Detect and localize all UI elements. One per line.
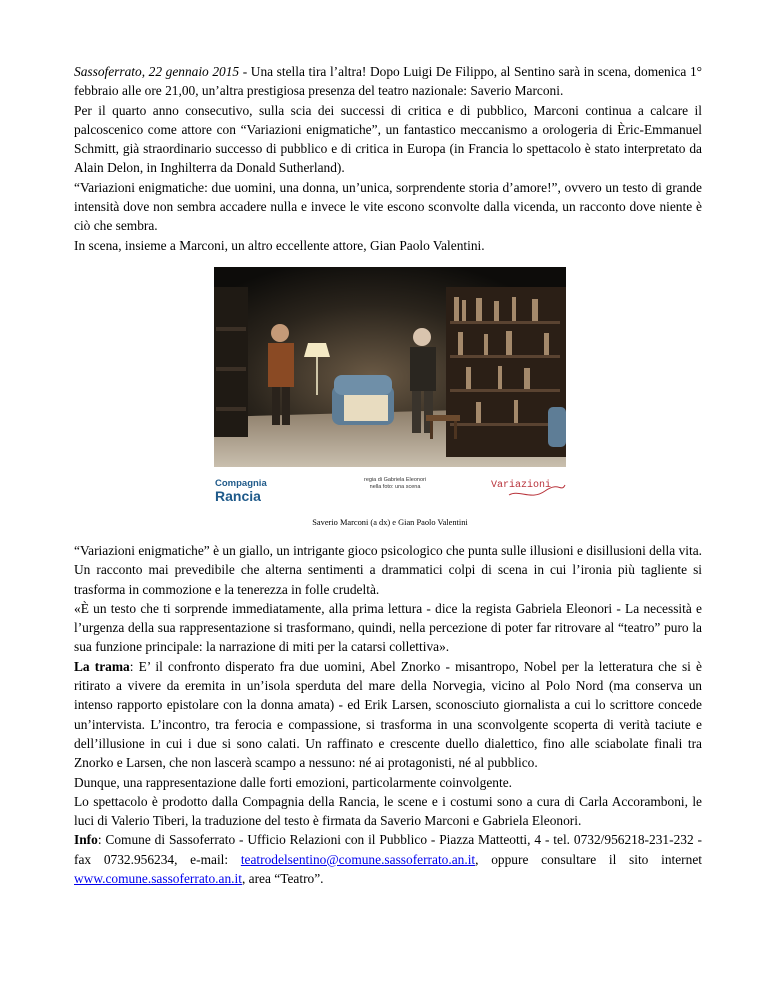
info-text: : Comune di Sassoferrato - Ufficio Relazioni con il Pubblico - Piazza Matteotti, 4 - tel. 0732/956218-231-232 - fax 0732.956234, e-mail: bbox=[74, 832, 702, 867]
paragraph-consecutive-year: Per il quarto anno consecutivo, sulla scia dei successi di critica e di pubblico, Marconi continua a calcare il palcoscenico come attore con “Variazioni enigmatiche”, un fantastico meccanismo a orologeria di Èric-Emmanuel Schmitt, già straordinario successo di pubblico e di critica in Europa (in Francia lo spettacolo è stato interpretato da Alain Delon, in Inghilterra da Donald Sutherland). bbox=[74, 102, 702, 176]
info-label: Info bbox=[74, 832, 98, 848]
svg-text:Compagnia: Compagnia bbox=[215, 477, 267, 489]
info-text-3: , area “Teatro”. bbox=[241, 871, 324, 887]
compagnia-rancia-logo bbox=[214, 475, 284, 503]
figure bbox=[214, 267, 566, 529]
trama-text: : E’ il confronto disperato fra due uomini, Abel Znorko - misantropo, Nobel per la letteratura che si è ritirato a vivere da eremita in un’isola sperduta del mare della Norvegia, vicino al Polo Nord (ma conserva un intenso rapporto epistolare con la donna amata) - ed Erik Larsen, sconosciuto giornalista a cui lo scrittore concede un’intervista. L’incontro, tra ferocia e compassione, si trasforma in una sconvolgente scoperta di verità taciute e dell’illusione in cui i due si sono calati. Un raffinato e crescente duello dialettico, fino alle sciabolate finali tra Znorko e Larsen, che non lascerà scampo a nessuno: né ai protagonisti, né al pubblico. bbox=[74, 658, 702, 771]
svg-text:Variazioni: Variazioni bbox=[491, 479, 552, 491]
website-link[interactable]: www.comune.sassoferrato.an.it bbox=[74, 871, 242, 887]
email-link[interactable]: teatrodelsentino@comune.sassoferrato.an.it bbox=[240, 851, 476, 867]
director-credit: regia di Gabriela Eleonori nella foto: una scena bbox=[364, 476, 427, 490]
dateline: Sassoferrato, 22 gennaio 2015 bbox=[74, 64, 240, 79]
intro-text: - Una stella tira l’altra! Dopo Luigi De Filippo, al Sentino sarà in scena, domenica 1° febbraio alle ore 21,00, un’altra prestigiosa presenza del teatro nazionale: Saverio Marconi. bbox=[74, 64, 702, 99]
paragraph-production: Lo spettacolo è prodotto dalla Compagnia della Rancia, le scene e i costumi sono a cura di Carla Accoramboni, le luci di Valerio Tiberi, la traduzione del testo è firmata da Saverio Marconi e Gabriela Eleonori. bbox=[74, 793, 702, 829]
trama-label: La trama bbox=[74, 658, 130, 674]
paragraph-cast: In scena, insieme a Marconi, un altro eccellente attore, Gian Paolo Valentini. bbox=[74, 237, 485, 253]
main-body bbox=[74, 541, 702, 888]
info-text-2: , oppure consultare il sito internet bbox=[475, 851, 702, 867]
paragraph-quote: «È un testo che ti sorprende immediatamente, alla prima lettura - dice la regista Gabriela Eleonori - La necessità e l’urgenza della sua rappresentazione si trasformano, quindi, nella percezione di poter far ritrovare al “teatro” puro la sua funzione principale: la narrazione di miti per la catarsi collettiva». bbox=[74, 600, 702, 655]
paragraph-description: “Variazioni enigmatiche: due uomini, una donna, un’unica, sorprendente storia d’amore!”, ovvero un testo di grande intensità dove non sembra accadere nulla e invece le vite escono sconvolte dalla vicenda, un racconto dove niente è ciò che sembra. bbox=[74, 179, 702, 234]
logos-strip bbox=[214, 473, 566, 509]
svg-text:Rancia: Rancia bbox=[215, 487, 261, 503]
press-release bbox=[74, 62, 702, 888]
paragraph-trama bbox=[74, 657, 702, 773]
intro-paragraph bbox=[74, 62, 702, 101]
stage-photo bbox=[214, 267, 566, 467]
paragraph-info bbox=[74, 830, 702, 888]
paragraph-giallo: “Variazioni enigmatiche” è un giallo, un intrigante gioco psicologico che punta sulle illusioni e disillusioni della vita. Un racconto mai prevedibile che alterna sentimenti a drammatici colpi di scena in cui l’ironia più tagliente si trasforma in commozione e la tenerezza in folle crudeltà. bbox=[74, 542, 702, 597]
photo-caption: Saverio Marconi (a dx) e Gian Paolo Valentini bbox=[312, 517, 468, 527]
variazioni-logo bbox=[489, 473, 569, 503]
paragraph-emotions: Dunque, una rappresentazione dalle forti emozioni, particolarmente coinvolgente. bbox=[74, 774, 513, 790]
